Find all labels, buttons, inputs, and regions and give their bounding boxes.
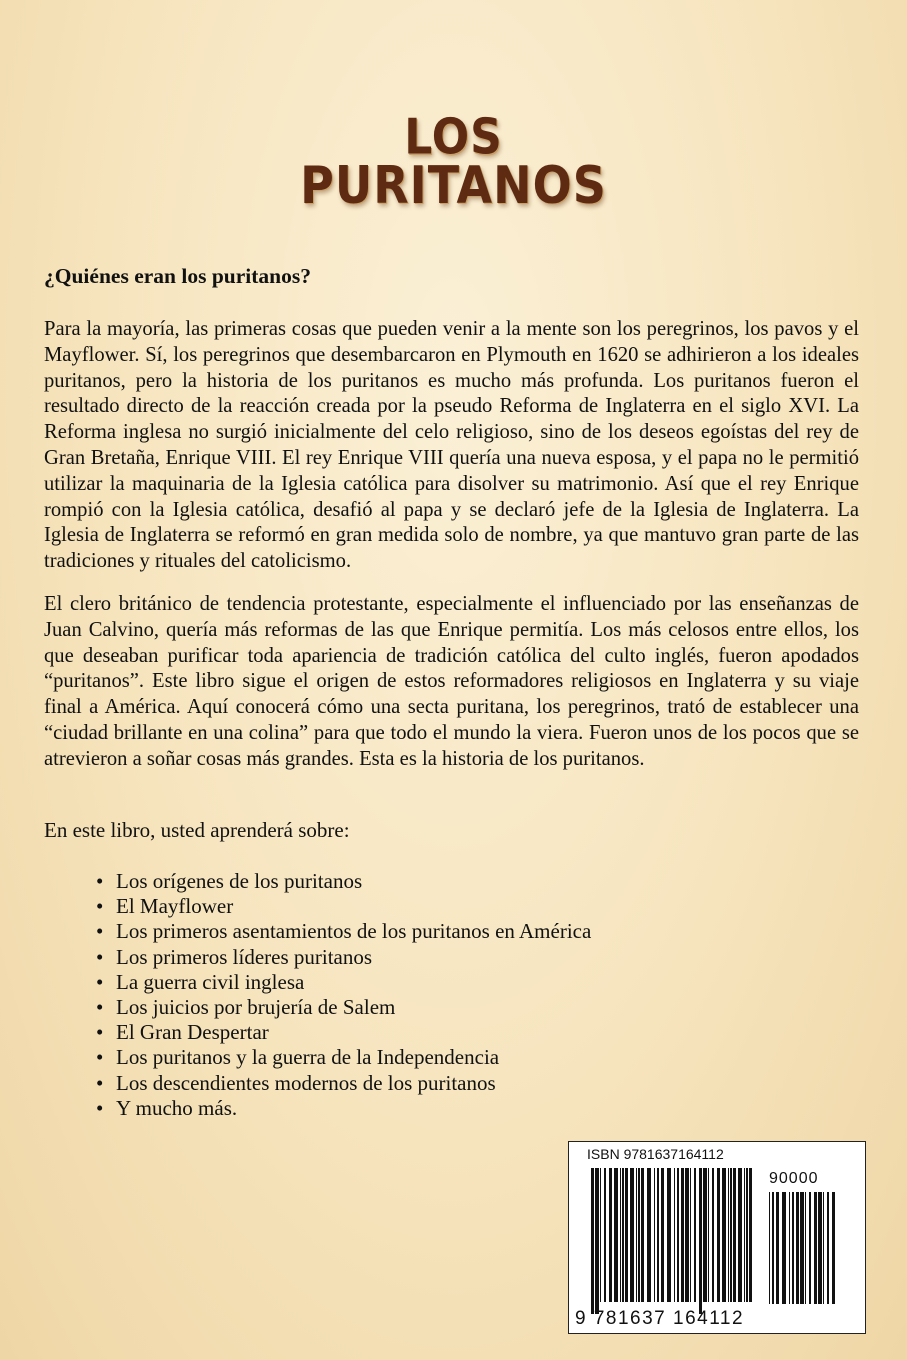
list-item: • Los juicios por brujería de Salem xyxy=(96,995,591,1020)
isbn-label: ISBN 9781637164112 xyxy=(587,1146,724,1162)
barcode-bar xyxy=(614,1168,618,1302)
barcode-bar xyxy=(636,1168,637,1302)
barcode-bar xyxy=(805,1192,806,1304)
barcode-bar xyxy=(630,1168,634,1302)
barcode-bar xyxy=(667,1168,671,1302)
barcode-bar xyxy=(661,1168,664,1302)
list-item: • El Mayflower xyxy=(96,894,591,919)
barcode-bar xyxy=(772,1192,774,1304)
question-heading: ¿Quiénes eran los puritanos? xyxy=(44,264,311,288)
barcode-bar xyxy=(620,1168,621,1302)
list-item: • Los primeros líderes puritanos xyxy=(96,945,591,970)
barcode-bar xyxy=(792,1192,794,1304)
barcode-bar xyxy=(699,1168,702,1314)
barcode-bar xyxy=(694,1168,696,1302)
barcode-bar xyxy=(712,1168,714,1302)
list-item: • Los descendientes modernos de los puritanos xyxy=(96,1071,591,1096)
list-item: • El Gran Despertar xyxy=(96,1020,591,1045)
barcode-bar xyxy=(749,1168,752,1302)
barcode-bar xyxy=(832,1192,835,1304)
barcode-bars xyxy=(569,1142,865,1333)
barcode-bar xyxy=(789,1192,790,1304)
barcode-bar xyxy=(796,1192,799,1304)
barcode-bar xyxy=(769,1192,770,1304)
barcode-bar xyxy=(685,1168,689,1302)
barcode-bar xyxy=(717,1168,720,1302)
paragraph-1: Para la mayoría, las primeras cosas que pueden venir a la mente son los peregrinos, los pavos y el Mayflower. Sí, los peregrinos que desembarcaron en Plymouth en 1620 se adhirieron a los ideales puritanos, pero la historia de los puritanos es mucho más profunda. Los puritanos fueron el resultado directo de la reacción creada por la pseudo Reforma de Inglaterra en el siglo XVI. La Reforma inglesa no surgió inicialmente del celo religioso, sino de los deseos egoístas del rey de Gran Bretaña, Enrique VIII. El rey Enrique VIII quería una nueva esposa, y el papa no le permitió utilizar la maquinaria de la Iglesia católica para disolver su matrimonio. Así que el rey Enrique rompió con la Iglesia católica, desafió al papa y se declaró jefe de la Iglesia de Inglaterra. La Iglesia de Inglaterra se reformó en gran medida solo de nombre, ya que mantuvo gran parte de las tradiciones y rituales del catolicismo. xyxy=(44,318,859,573)
barcode-bar xyxy=(622,1168,624,1302)
barcode-bar xyxy=(638,1168,640,1302)
barcode-bar xyxy=(733,1168,736,1302)
barcode-bar xyxy=(746,1168,748,1302)
barcode-bar xyxy=(647,1168,651,1302)
paragraph-2: El clero británico de tendencia protestante, especialmente el influenciado por las enseñanzas de Juan Calvino, quería más reformas de las que Enrique permitía. Los más celosos entre ellos, los que deseaban purificar toda apariencia de tradición católica del culto inglés, fueron apodados “puritanos”. Este libro sigue el origen de estos reformadores religiosos en Inglaterra y su viaje final a América. Aquí conocerá cómo una secta puritana, los peregrinos, trató de establecer una “ciudad brillante en una colina” para que todo el mundo la viera. Fueron unos de los pocos que se atrevieron a soñar cosas más grandes. Esta es la historia de los puritanos. xyxy=(44,593,859,770)
barcode-bar xyxy=(703,1168,707,1302)
title-line-1: LOS xyxy=(404,108,503,167)
list-intro: En este libro, usted aprenderá sobre: xyxy=(44,818,350,842)
barcode-bar xyxy=(600,1168,601,1302)
title-line-2: PURITANOS xyxy=(300,154,607,216)
barcode-bar xyxy=(722,1168,726,1302)
barcode-bar xyxy=(744,1168,745,1302)
barcode-bar xyxy=(782,1192,786,1304)
barcode-bar xyxy=(728,1168,729,1302)
barcode-bar xyxy=(657,1168,659,1302)
list-item: • Y mucho más. xyxy=(96,1096,591,1121)
topics-list xyxy=(96,869,591,1121)
barcode-bar xyxy=(604,1168,606,1302)
barcode-box xyxy=(568,1141,866,1334)
barcode-bar xyxy=(674,1168,675,1302)
barcode-bar xyxy=(827,1192,829,1304)
barcode-bar xyxy=(776,1192,779,1304)
barcode-bar xyxy=(690,1168,691,1302)
barcode-bar xyxy=(641,1168,644,1302)
barcode-bar xyxy=(823,1192,824,1304)
barcode-bar xyxy=(591,1168,594,1314)
barcode-bar xyxy=(595,1168,599,1314)
barcode-bar xyxy=(625,1168,628,1302)
barcode-bar xyxy=(609,1168,612,1302)
barcode-bar xyxy=(677,1168,679,1302)
barcode-bar xyxy=(708,1168,709,1302)
barcode-digits: 9 781637 164112 xyxy=(575,1308,745,1329)
list-item: • Los orígenes de los puritanos xyxy=(96,869,591,894)
list-item: • Los primeros asentamientos de los puritanos en América xyxy=(96,919,591,944)
barcode-bar xyxy=(654,1168,655,1302)
barcode-bar xyxy=(814,1192,817,1304)
barcode-bar xyxy=(800,1192,804,1304)
barcode-bar xyxy=(818,1192,822,1304)
barcode-bar xyxy=(738,1168,742,1302)
list-item: • La guerra civil inglesa xyxy=(96,970,591,995)
list-item: • Los puritanos y la guerra de la Independencia xyxy=(96,1045,591,1070)
barcode-bar xyxy=(730,1168,732,1302)
price-code: 90000 xyxy=(769,1170,819,1187)
barcode-bar xyxy=(681,1168,684,1302)
barcode-bar xyxy=(809,1192,811,1304)
